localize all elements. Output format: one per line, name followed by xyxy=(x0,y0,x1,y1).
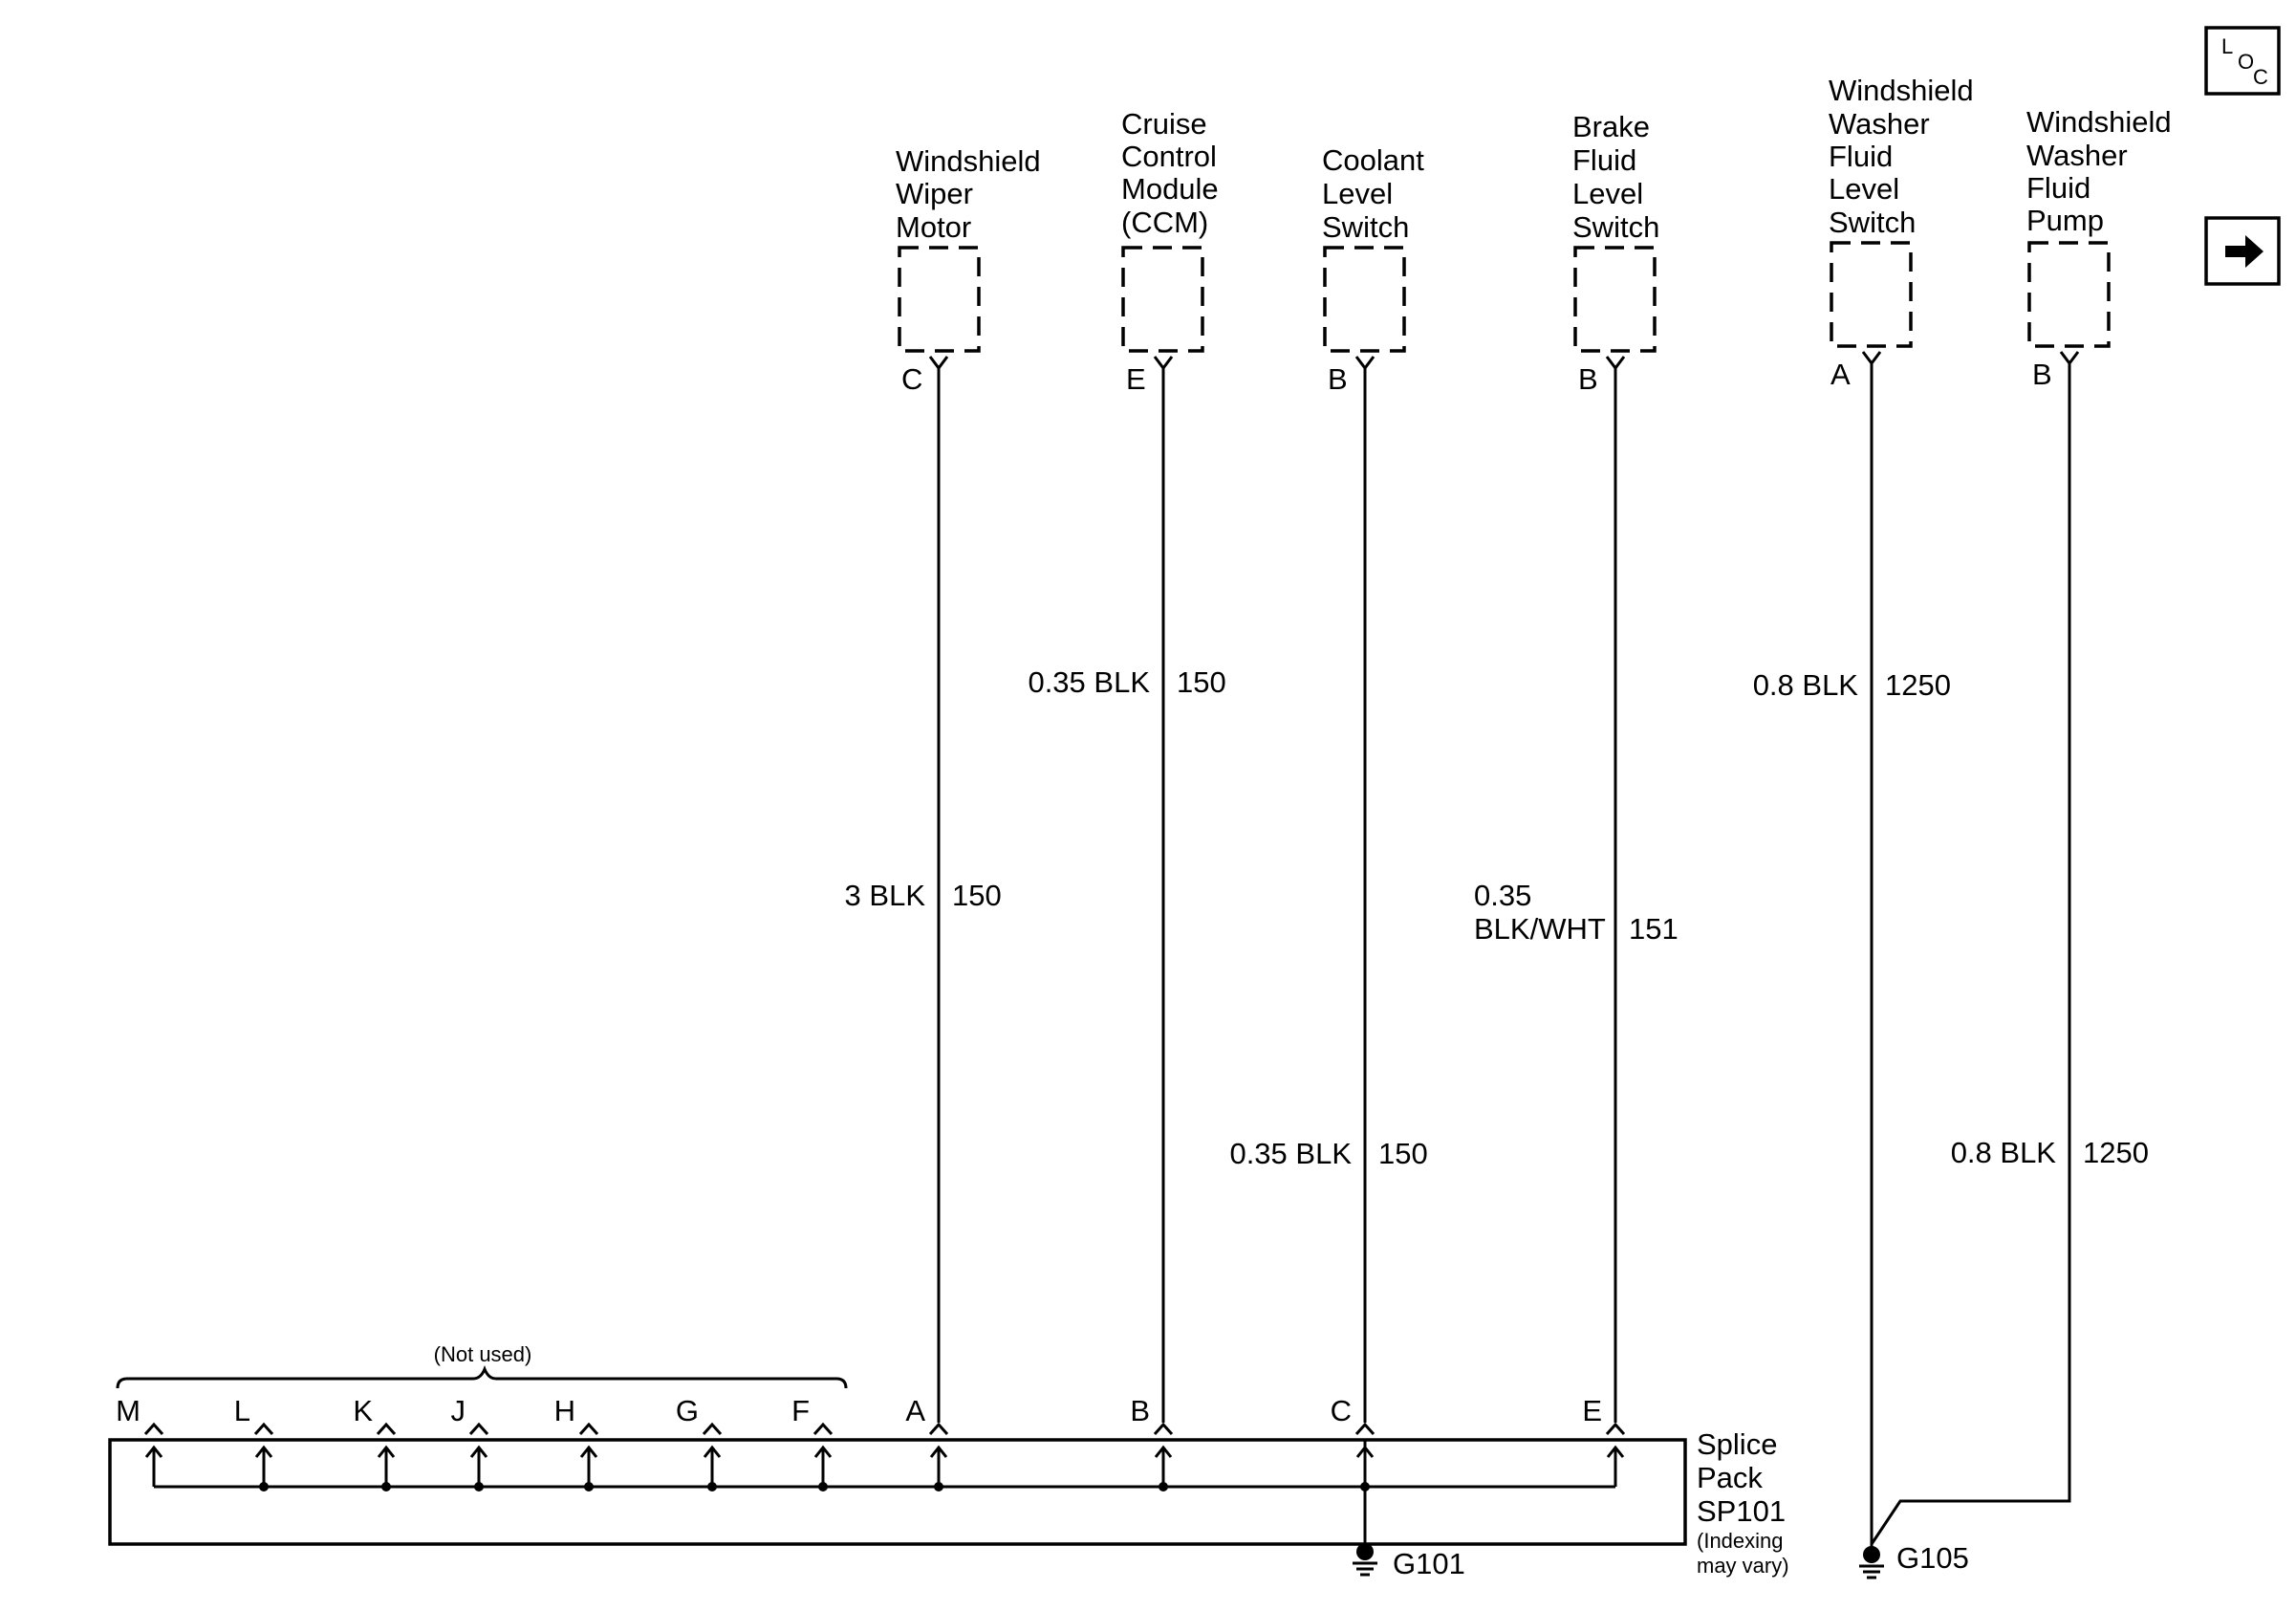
svg-text:0.35 BLK: 0.35 BLK xyxy=(1229,1137,1352,1170)
splice-pin-label: B xyxy=(1130,1394,1150,1427)
splice-pin-f xyxy=(791,1394,832,1491)
svg-text:Level: Level xyxy=(1322,177,1394,210)
svg-text:A: A xyxy=(1830,358,1851,391)
svg-text:Module: Module xyxy=(1121,172,1219,206)
wire-label-washer-pump xyxy=(1951,1136,2149,1169)
svg-text:Windshield: Windshield xyxy=(896,144,1041,178)
svg-text:0.35: 0.35 xyxy=(1474,879,1532,912)
pin-chevron xyxy=(470,1425,487,1434)
connector-pin-washer-pump xyxy=(2032,352,2078,391)
wire-label-coolant xyxy=(1229,1137,1427,1170)
svg-text:E: E xyxy=(1126,362,1146,396)
splice-pin-label: A xyxy=(905,1394,925,1427)
svg-text:Cruise: Cruise xyxy=(1121,107,1207,141)
wire-label-wiper xyxy=(845,879,1002,912)
svg-text:150: 150 xyxy=(952,879,1002,912)
svg-text:0.35 BLK: 0.35 BLK xyxy=(1028,665,1150,699)
svg-text:G105: G105 xyxy=(1896,1541,1969,1575)
component-coolant-box xyxy=(1325,248,1404,351)
svg-text:C: C xyxy=(901,362,923,396)
splice-junction-dot xyxy=(584,1482,594,1491)
splice-pin-j xyxy=(451,1394,488,1491)
svg-text:1250: 1250 xyxy=(1885,668,1951,702)
right-arrow-icon[interactable] xyxy=(2206,218,2279,284)
svg-text:Control: Control xyxy=(1121,140,1217,173)
splice-pins xyxy=(116,1394,1624,1491)
splice-pin-label: L xyxy=(233,1394,250,1427)
splice-pin-g xyxy=(676,1394,721,1491)
svg-text:G101: G101 xyxy=(1393,1547,1465,1580)
pin-chevron xyxy=(255,1425,272,1434)
connector-pin-ccm xyxy=(1126,357,1172,396)
splice-pin-label: M xyxy=(116,1394,141,1427)
svg-text:Washer: Washer xyxy=(1829,107,1930,141)
component-brake-box xyxy=(1575,248,1655,351)
splice-pack-label xyxy=(1697,1427,1789,1578)
pin-chevron xyxy=(378,1425,395,1434)
splice-junction-dot xyxy=(259,1482,269,1491)
svg-text:Motor: Motor xyxy=(896,210,972,244)
svg-text:(Not used): (Not used) xyxy=(433,1342,532,1366)
splice-pin-label: J xyxy=(450,1394,466,1427)
pin-chevron xyxy=(1356,1425,1374,1434)
component-wiper-box xyxy=(899,248,979,351)
svg-text:L: L xyxy=(2221,34,2234,58)
svg-text:Wiper: Wiper xyxy=(896,177,973,210)
ground-g105 xyxy=(1859,1541,1969,1578)
wire-label-ccm xyxy=(1028,665,1225,699)
svg-text:may vary): may vary) xyxy=(1697,1554,1789,1578)
splice-junction-dot xyxy=(1360,1482,1370,1491)
svg-text:BLK/WHT: BLK/WHT xyxy=(1474,912,1606,946)
splice-pin-l xyxy=(234,1394,272,1491)
wire-label-washer-switch xyxy=(1753,668,1951,702)
connector-pin-brake xyxy=(1578,357,1624,396)
splice-junction-dot xyxy=(381,1482,391,1491)
svg-text:Pump: Pump xyxy=(2026,204,2104,237)
pin-chevron xyxy=(145,1425,162,1434)
splice-pin-b xyxy=(1130,1394,1172,1491)
svg-text:B: B xyxy=(2032,358,2052,391)
wire-label-brake xyxy=(1474,879,1679,946)
splice-pin-label: F xyxy=(791,1394,810,1427)
svg-text:Windshield: Windshield xyxy=(1829,74,1974,107)
ground-symbol xyxy=(1863,1546,1880,1563)
splice-pin-k xyxy=(353,1394,395,1491)
svg-text:0.8 BLK: 0.8 BLK xyxy=(1752,668,1858,702)
component-washer-switch-label xyxy=(1829,74,1974,239)
ground-symbol xyxy=(1356,1543,1374,1560)
component-brake-label xyxy=(1572,110,1659,244)
svg-text:SP101: SP101 xyxy=(1697,1494,1787,1528)
splice-pin-h xyxy=(554,1394,597,1491)
splice-junction-dot xyxy=(934,1482,943,1491)
svg-text:Level: Level xyxy=(1572,177,1644,210)
splice-junction-dot xyxy=(474,1482,484,1491)
component-washer-pump-label xyxy=(2026,105,2172,237)
svg-text:Level: Level xyxy=(1829,172,1900,206)
splice-pin-label: H xyxy=(553,1394,575,1427)
svg-text:Fluid: Fluid xyxy=(2026,171,2091,205)
splice-pin-label: G xyxy=(675,1394,699,1427)
pin-chevron xyxy=(930,1425,947,1434)
svg-text:1250: 1250 xyxy=(2083,1136,2149,1169)
svg-text:Windshield: Windshield xyxy=(2026,105,2172,139)
svg-text:B: B xyxy=(1328,362,1348,396)
pin-chevron xyxy=(704,1425,721,1434)
svg-text:B: B xyxy=(1578,362,1598,396)
svg-text:150: 150 xyxy=(1177,665,1226,699)
svg-text:Switch: Switch xyxy=(1572,210,1660,244)
pin-chevron xyxy=(1155,1425,1172,1434)
component-coolant-label xyxy=(1322,143,1424,244)
svg-text:Switch: Switch xyxy=(1322,210,1410,244)
component-wiper-label xyxy=(896,144,1041,244)
splice-junction-dot xyxy=(818,1482,828,1491)
loc-icon[interactable] xyxy=(2206,28,2279,94)
svg-text:150: 150 xyxy=(1378,1137,1428,1170)
wire-washer-pump xyxy=(1872,363,2069,1544)
splice-pin-a xyxy=(905,1394,947,1491)
splice-junction-dot xyxy=(707,1482,717,1491)
svg-text:151: 151 xyxy=(1629,912,1679,946)
svg-text:Brake: Brake xyxy=(1572,110,1650,143)
svg-text:(CCM): (CCM) xyxy=(1121,206,1209,239)
svg-text:Washer: Washer xyxy=(2026,139,2128,172)
ground-g101 xyxy=(1353,1543,1465,1580)
not-used-brace xyxy=(118,1342,846,1388)
splice-junction-dot xyxy=(1159,1482,1168,1491)
svg-text:0.8 BLK: 0.8 BLK xyxy=(1950,1136,2056,1169)
splice-pack-box xyxy=(110,1440,1685,1544)
pin-chevron xyxy=(1607,1425,1624,1434)
svg-text:(Indexing: (Indexing xyxy=(1697,1529,1784,1553)
splice-pin-c xyxy=(1331,1394,1374,1491)
splice-pin-label: E xyxy=(1582,1394,1602,1427)
svg-text:Coolant: Coolant xyxy=(1322,143,1424,177)
component-ccm-label xyxy=(1121,107,1219,239)
connector-pin-wiper xyxy=(901,357,947,396)
pin-chevron xyxy=(814,1425,832,1434)
pin-chevron xyxy=(580,1425,597,1434)
svg-text:O: O xyxy=(2238,50,2255,74)
component-washer-switch-box xyxy=(1831,243,1911,346)
svg-text:Fluid: Fluid xyxy=(1829,140,1894,173)
svg-text:Switch: Switch xyxy=(1829,206,1917,239)
svg-text:Pack: Pack xyxy=(1697,1461,1763,1494)
splice-pin-label: K xyxy=(353,1394,373,1427)
connector-pin-coolant xyxy=(1328,357,1374,396)
svg-text:C: C xyxy=(2253,65,2268,89)
component-ccm-box xyxy=(1123,248,1202,351)
svg-text:Splice: Splice xyxy=(1697,1427,1778,1461)
splice-pack xyxy=(110,1440,1685,1549)
splice-pin-label: C xyxy=(1330,1394,1352,1427)
component-washer-pump-box xyxy=(2029,243,2109,346)
svg-text:Fluid: Fluid xyxy=(1572,143,1637,177)
svg-text:3 BLK: 3 BLK xyxy=(844,879,925,912)
